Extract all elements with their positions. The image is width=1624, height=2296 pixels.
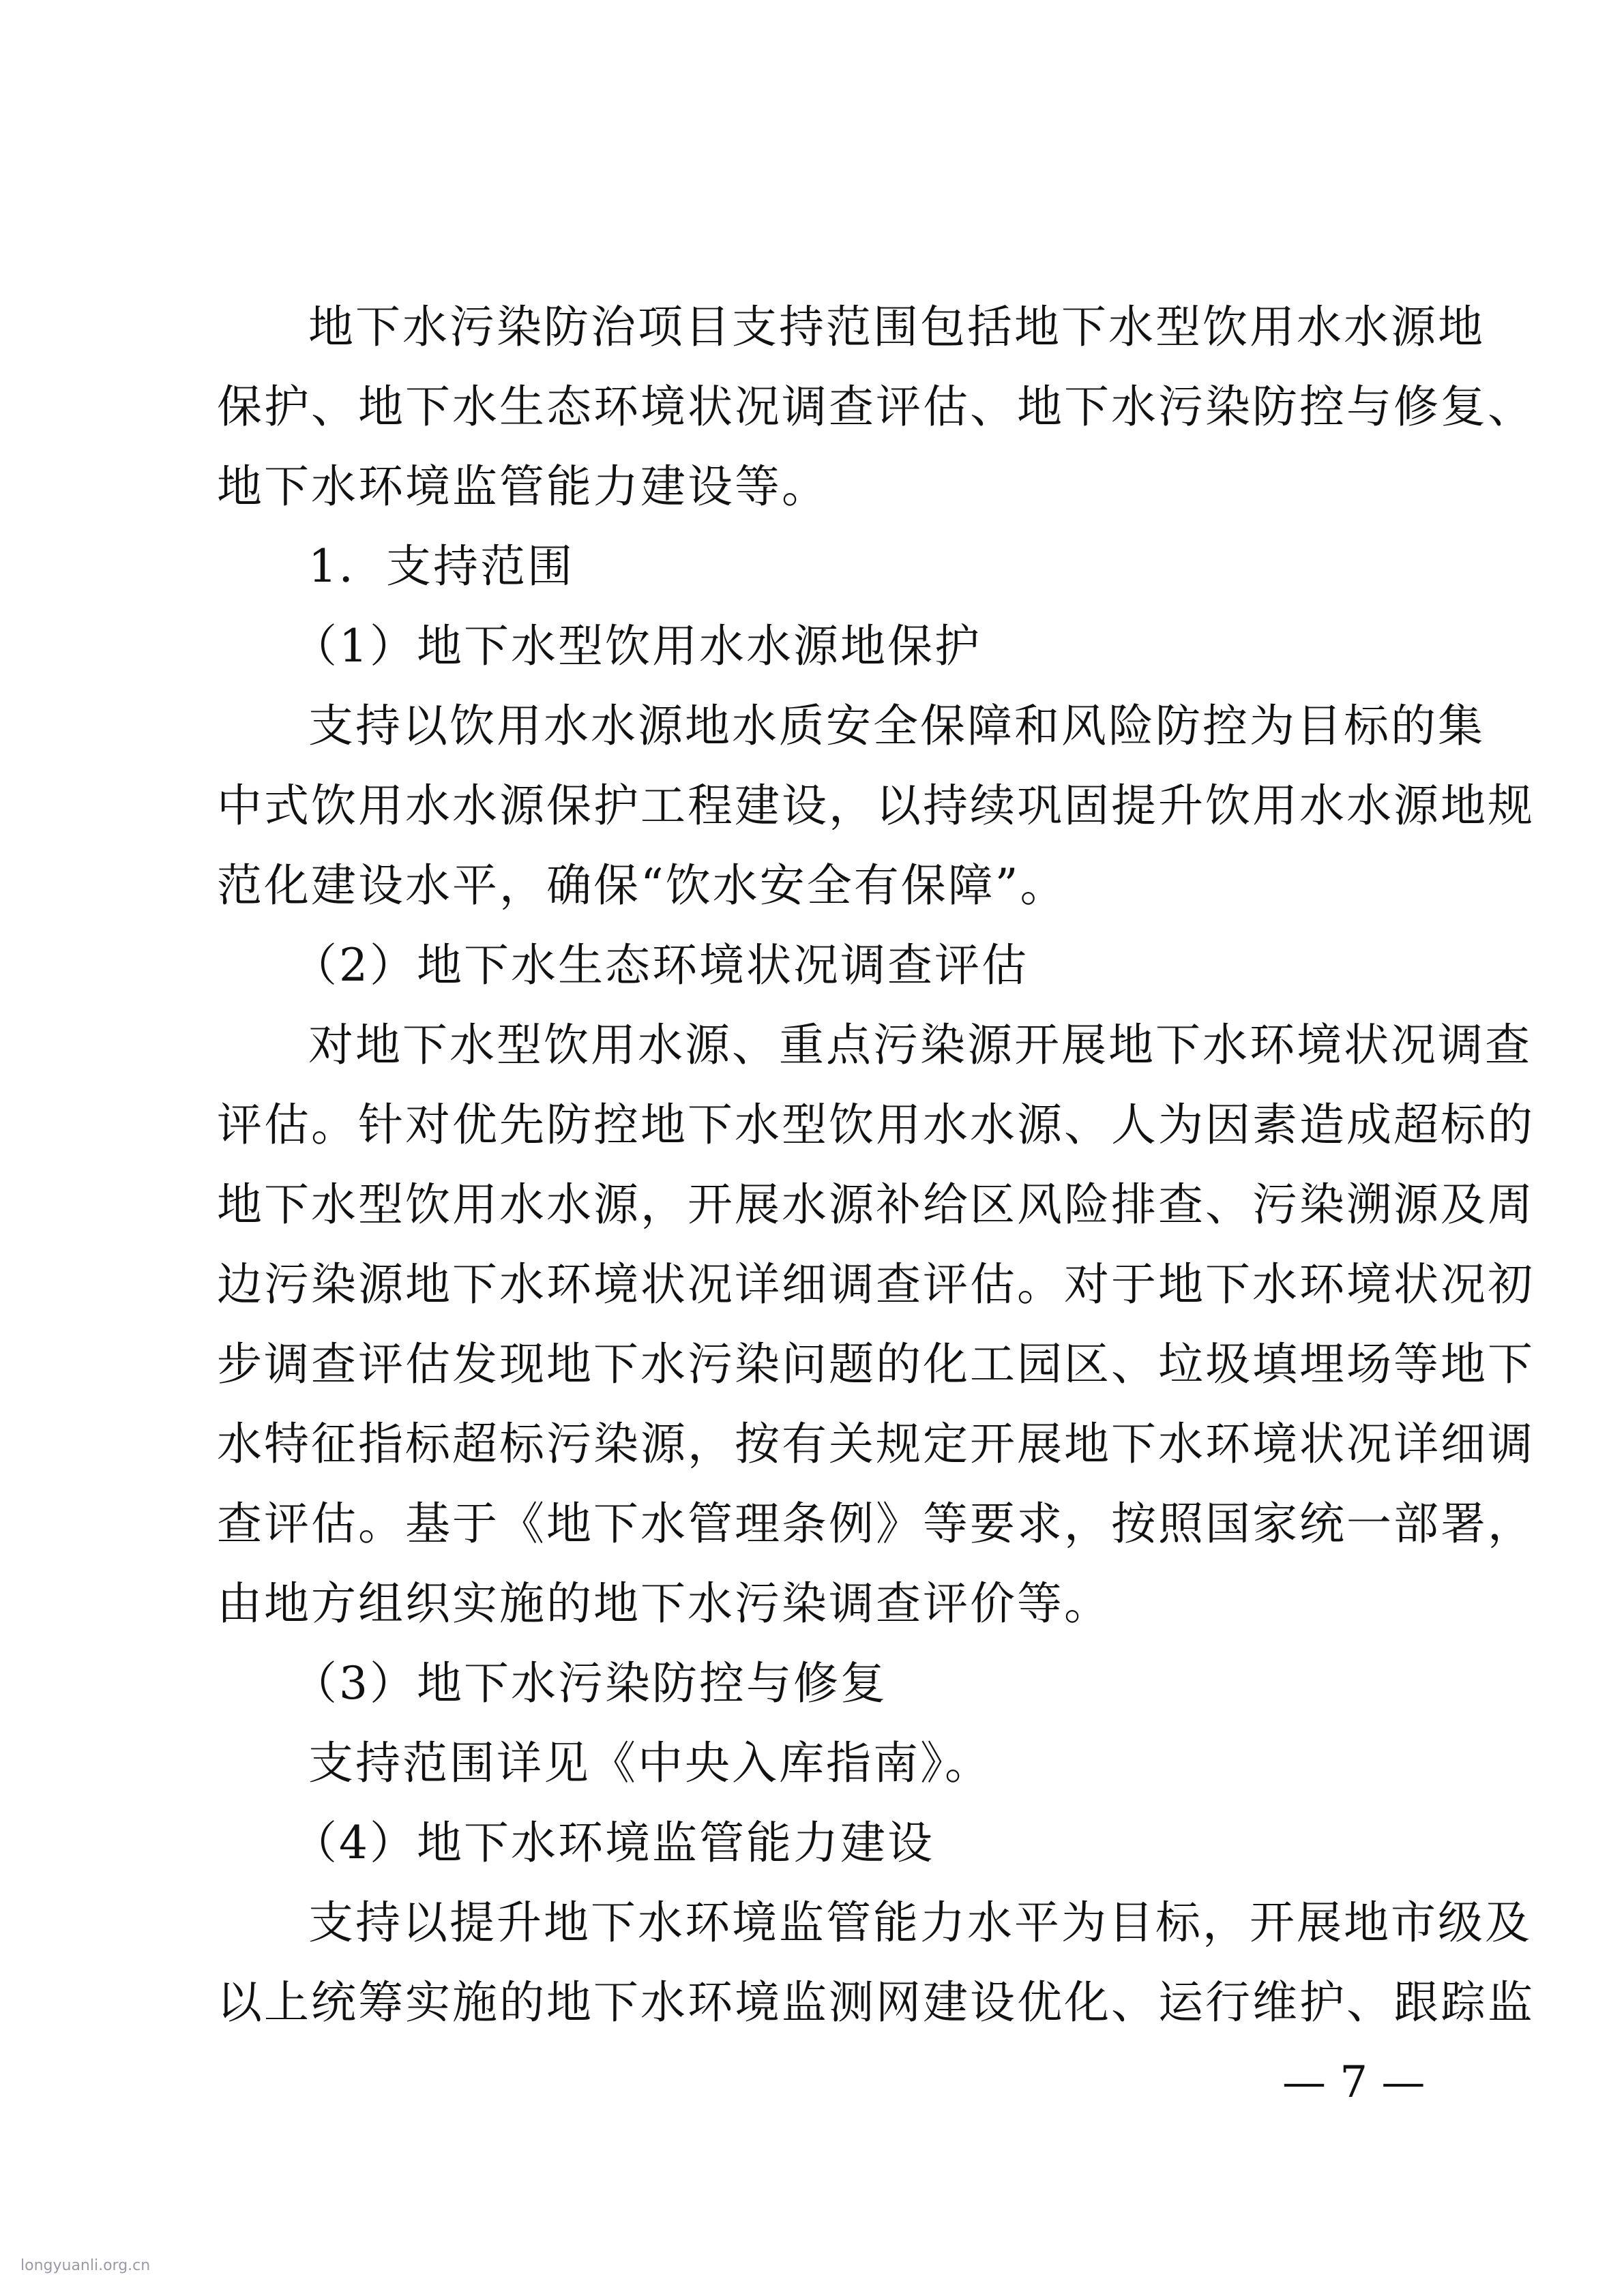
text-line: 步调查评估发现地下水污染问题的化工园区、垃圾填埋场等地下 — [217, 1338, 1535, 1390]
text-line: 边污染源地下水环境状况详细调查评估。对于地下水环境状况初 — [217, 1258, 1535, 1311]
subsection-heading-text: （3）地下水污染防控与修复 — [292, 1657, 887, 1710]
subsection-heading-text: （2）地下水生态环境状况调查评估 — [292, 939, 1029, 992]
paragraph-line — [0, 293, 1624, 361]
paragraph-line — [0, 1011, 1624, 1079]
subsection-heading-text: （1）地下水型饮用水水源地保护 — [292, 620, 981, 672]
text-line: 地下水污染防治项目支持范围包括地下水型饮用水水源地 — [308, 301, 1485, 353]
paragraph-line — [0, 453, 1624, 521]
paragraph-line — [0, 373, 1624, 441]
subsection-heading-text: （4）地下水环境监管能力建设 — [292, 1817, 934, 1869]
paragraph-line — [0, 1570, 1624, 1638]
text-line: 中式饮用水水源保护工程建设，以持续巩固提升饮用水水源地规 — [217, 779, 1535, 832]
paragraph-line — [0, 1969, 1624, 2037]
paragraph-line — [0, 1729, 1624, 1798]
watermark-text: longyuanli.org.cn — [20, 2257, 151, 2274]
text-line: 由地方组织实施的地下水污染调查评价等。 — [217, 1577, 1111, 1630]
paragraph-line — [0, 1490, 1624, 1558]
text-line: 以上统筹实施的地下水环境监测网建设优化、运行维护、跟踪监 — [217, 1976, 1535, 2029]
text-line: 水特征指标超标污染源，按有关规定开展地下水环境状况详细调 — [217, 1418, 1535, 1470]
paragraph-line — [0, 692, 1624, 760]
subsection-heading — [0, 931, 1624, 1000]
text-line: 保护、地下水生态环境状况调查评估、地下水污染防控与修复、 — [217, 381, 1535, 433]
subsection-heading — [0, 1809, 1624, 1877]
paragraph-line — [0, 1889, 1624, 1957]
page-number: — 7 — — [1282, 2057, 1426, 2108]
text-line: 支持范围详见《中央入库指南》。 — [308, 1737, 992, 1789]
paragraph-line — [0, 852, 1624, 920]
paragraph-line — [0, 1251, 1624, 1319]
text-line: 范化建设水平，确保“饮水安全有保障”。 — [217, 859, 1067, 912]
paragraph-line — [0, 1171, 1624, 1239]
text-line: 查评估。基于《地下水管理条例》等要求，按照国家统一部署， — [217, 1497, 1535, 1550]
paragraph-line — [0, 1091, 1624, 1159]
subsection-heading — [0, 612, 1624, 681]
text-line: 地下水型饮用水水源，开展水源补给区风险排查、污染溯源及周 — [217, 1178, 1535, 1231]
text-line: 对地下水型饮用水源、重点污染源开展地下水环境状况调查 — [308, 1019, 1532, 1071]
text-line: 支持以饮用水水源地水质安全保障和风险防控为目标的集 — [308, 700, 1485, 752]
subsection-heading — [0, 1650, 1624, 1718]
paragraph-line — [0, 1410, 1624, 1478]
text-line: 支持以提升地下水环境监管能力水平为目标，开展地市级及 — [308, 1896, 1532, 1949]
text-line: 地下水环境监管能力建设等。 — [217, 460, 829, 513]
section-heading-text: 1．支持范围 — [308, 540, 574, 593]
text-line: 评估。针对优先防控地下水型饮用水水源、人为因素造成超标的 — [217, 1099, 1535, 1151]
paragraph-line — [0, 772, 1624, 840]
section-heading — [0, 533, 1624, 601]
paragraph-line — [0, 1330, 1624, 1399]
